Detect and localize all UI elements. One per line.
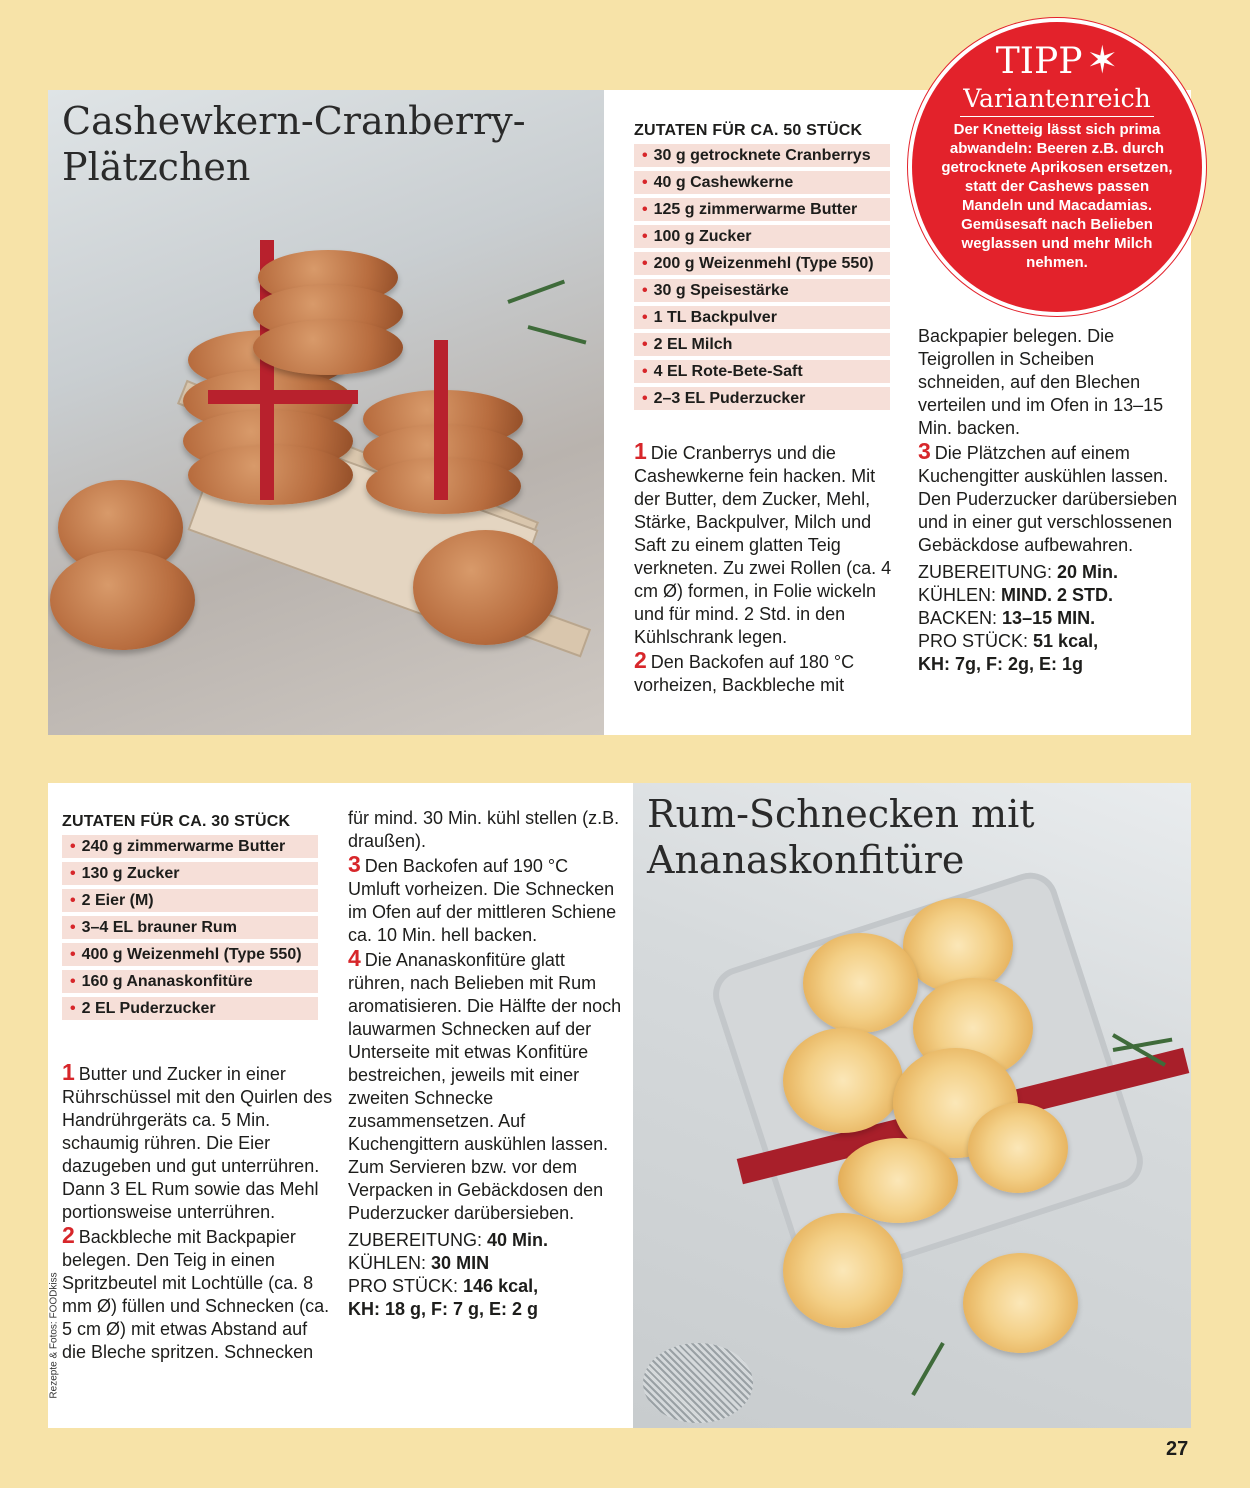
ingredient-item: • 2 EL Puderzucker <box>62 997 318 1020</box>
tip-text: Der Knetteig lässt sich prima abwandeln: Beeren z.B. durch getrocknete Aprikosen ersetzen, statt der Cashews passen Mandeln und Macadamias. Gemüsesaft nach Belieben weglassen und mehr Milch nehmen. <box>941 121 1173 271</box>
instructions-column <box>62 1061 334 1364</box>
ingredient-item: • 1 TL Backpulver <box>634 306 890 329</box>
step-continuation: Backpapier belegen. Die Teigrollen in Scheiben schneiden, auf den Blechen verteilen und im Ofen in 13–15 Min. backen. <box>918 326 1164 438</box>
step-continuation: für mind. 30 Min. kühl stellen (z.B. draußen). <box>348 808 620 851</box>
pastry-snail <box>783 1213 903 1328</box>
ingredient-item: • 400 g Weizenmehl (Type 550) <box>62 943 318 966</box>
ingredients-list <box>634 120 890 414</box>
recipe-title: Cashewkern-Cranberry- Plätzchen <box>62 99 526 189</box>
ingredient-item: • 130 g Zucker <box>62 862 318 885</box>
step: 2 Backbleche mit Backpapier belegen. Den Teig in einen Spritzbeutel mit Lochtülle (ca. 8 mm Ø) füllen und Schnecken (ca. 5 cm Ø) mit etwas Abstand auf die Bleche spritzen. Schnecken <box>62 1222 330 1362</box>
rum-snails-photo <box>633 783 1191 1428</box>
ingredient-item: • 240 g zimmerwarme Butter <box>62 835 318 858</box>
pastry-snail <box>838 1138 958 1223</box>
instructions-column <box>634 440 894 697</box>
fir-sprig <box>911 1342 944 1396</box>
step: 2 Den Backofen auf 180 °C vorheizen, Backbleche mit <box>634 647 855 695</box>
fir-sprig <box>507 280 565 304</box>
tip-badge <box>912 22 1202 312</box>
page-number: 27 <box>1166 1438 1189 1460</box>
ribbon <box>208 390 358 404</box>
ingredient-item: • 2 EL Milch <box>634 333 890 356</box>
step: 4 Die Ananaskonfitüre glatt rühren, nach Belieben mit Rum aromatisieren. Die Hälfte der noch lauwarmen Schnecken auf der Unterseite mit etwas Konfitüre bestreichen, jeweils mit einer zweiten Schnecke zusammensetzen. Auf Kuchengittern auskühlen lassen. Zum Servieren bzw. vor dem Verpacken in Gebäckdosen den Puderzucker darübersieben. <box>348 945 622 1223</box>
ingredient-item: • 125 g zimmerwarme Butter <box>634 198 890 221</box>
tip-heading: TIPP <box>995 41 1083 82</box>
pastry-snail <box>803 933 918 1033</box>
recipe-card-rum-schnecken <box>48 783 1191 1428</box>
ingredient-item: • 30 g Speisestärke <box>634 279 890 302</box>
instructions-column <box>918 325 1180 676</box>
ingredient-item: • 40 g Cashewkerne <box>634 171 890 194</box>
ribbon <box>434 340 448 500</box>
cashew-cookies-photo <box>48 90 604 735</box>
ingredient-item: • 2 Eier (M) <box>62 889 318 912</box>
photo-credit: Rezepte & Fotos: FOODkiss <box>48 1272 60 1399</box>
cookie <box>413 530 558 645</box>
step: 1 Die Cranberrys und die Cashewkerne fein hacken. Mit der Butter, dem Zucker, Mehl, Stärke, Backpulver, Milch und Saft zu einem glatten Teig verkneten. Zu zwei Rollen (ca. 4 cm Ø) formen, in Folie wickeln und für mind. 2 Std. in den Kühlschrank legen. <box>634 438 892 647</box>
instructions-column <box>348 807 623 1321</box>
step: 3 Den Backofen auf 190 °C Umluft vorheizen. Die Schnecken im Ofen auf der mittleren Schiene ca. 10 Min. hell backen. <box>348 851 617 945</box>
cookie <box>50 550 195 650</box>
step: 3 Die Plätzchen auf einem Kuchengitter auskühlen lassen. Den Puderzucker darübersieben und in einer gut verschlossenen Gebäckdose aufbewahren. <box>918 438 1178 555</box>
star-icon: ✶ <box>1086 38 1119 82</box>
recipe-title: Rum-Schnecken mit Ananaskonfitüre <box>647 792 1035 882</box>
divider <box>960 116 1154 117</box>
ingredients-list <box>62 811 318 1024</box>
pastry-snail <box>783 1028 903 1133</box>
ingredient-item: • 30 g getrocknete Cranberrys <box>634 144 890 167</box>
ingredient-item: • 2–3 EL Puderzucker <box>634 387 890 410</box>
step: 1 Butter und Zucker in einer Rührschüssel mit den Quirlen des Handrührgeräts ca. 5 Min. schaumig rühren. Die Eier dazugeben und gut unterrühren. Dann 3 EL Rum sowie das Mehl portionsweise unterrühren. <box>62 1059 333 1222</box>
ingredient-item: • 100 g Zucker <box>634 225 890 248</box>
ingredient-item: • 4 EL Rote-Bete-Saft <box>634 360 890 383</box>
pastry-snail <box>963 1253 1078 1353</box>
recipe-meta: ZUBEREITUNG: 20 Min. KÜHLEN: MIND. 2 STD. BACKEN: 13–15 MIN. PRO STÜCK: 51 kcal, KH: 7g, F: 2g, E: 1g <box>918 562 1119 674</box>
ingredient-item: • 160 g Ananaskonfitüre <box>62 970 318 993</box>
recipe-meta: ZUBEREITUNG: 40 Min. KÜHLEN: 30 MIN PRO STÜCK: 146 kcal, KH: 18 g, F: 7 g, E: 2 g <box>348 1230 549 1319</box>
tip-subheading: Variantenreich <box>963 84 1151 113</box>
sieve <box>643 1343 753 1423</box>
cookie <box>253 320 403 375</box>
ingredients-heading: ZUTATEN FÜR CA. 30 STÜCK <box>62 813 291 830</box>
fir-sprig <box>527 325 586 344</box>
ingredient-item: • 200 g Weizenmehl (Type 550) <box>634 252 890 275</box>
ingredient-item: • 3–4 EL brauner Rum <box>62 916 318 939</box>
pastry-snail <box>968 1103 1068 1193</box>
ingredients-heading: ZUTATEN FÜR CA. 50 STÜCK <box>634 122 863 139</box>
